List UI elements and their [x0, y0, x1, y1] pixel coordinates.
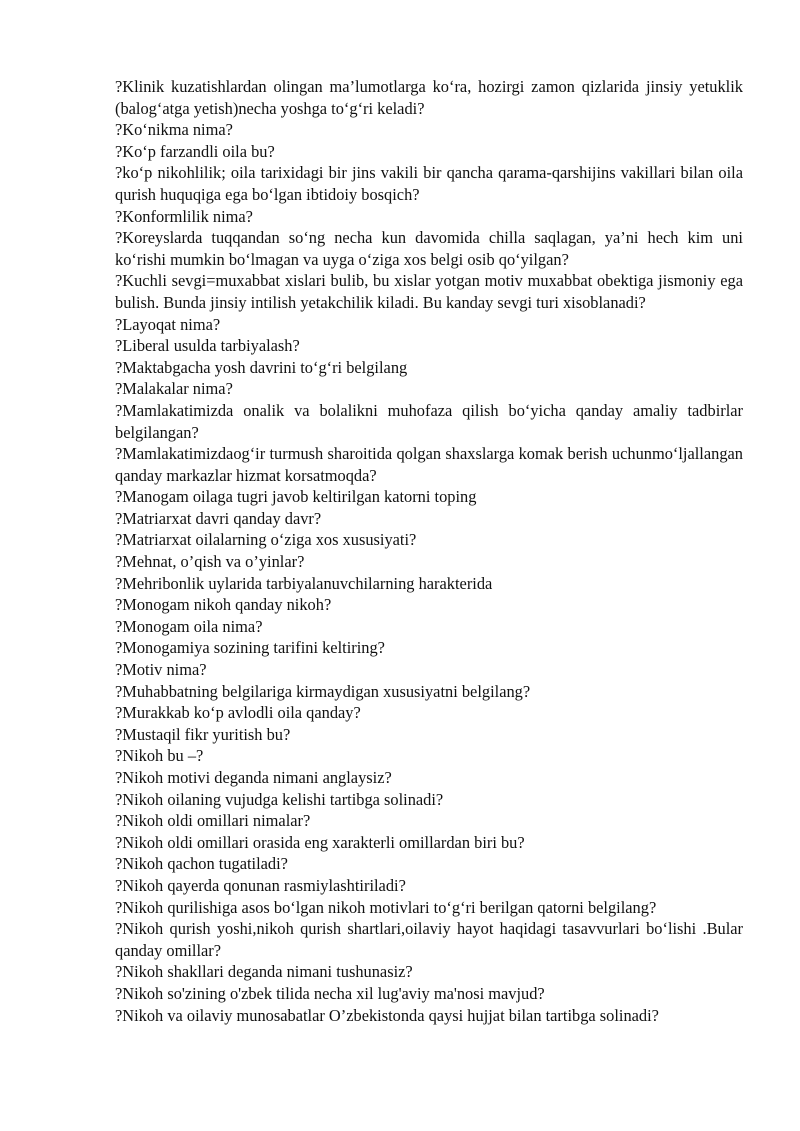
question-line: ?ko‘p nikohlilik; oila tarixidagi bir jins vakili bir qancha qarama-qarshijins vakillari bilan oila qurish huquqiga ega bo‘lgan ibtidoiy bosqich? [115, 163, 743, 204]
question-line: ?Malakalar nima? [115, 379, 233, 399]
question-line: ?Liberal usulda tarbiyalash? [115, 336, 300, 356]
question-line: ?Nikoh so'zining o'zbek tilida necha xil lug'aviy ma'nosi mavjud? [115, 983, 545, 1003]
question-line: ?Nikoh qurish yoshi,nikoh qurish shartlari,oilaviy hayot haqidagi tasavvurlari bo‘lishi .Bular qanday omillar? [115, 919, 743, 960]
question-line: ?Klinik kuzatishlardan olingan ma’lumotlarga ko‘ra, hozirgi zamon qizlarida jinsiy yetuklik (balog‘atga yetish)necha yoshga to‘g‘ri keladi? [115, 77, 743, 118]
question-line: ?Manogam oilaga tugri javob keltirilgan katorni toping [115, 487, 477, 507]
question-line: ?Ko‘p farzandli oila bu? [115, 141, 275, 161]
question-line: ?Mustaqil fikr yuritish bu? [115, 724, 291, 744]
question-line: ?Kuchli sevgi=muxabbat xislari bulib, bu xislar yotgan motiv muxabbat obektiga jismoniy ega bulish. Bunda jinsiy intilish yetakchilik kiladi. Bu kanday sevgi turi xisoblanadi? [115, 271, 743, 312]
question-line: ?Mehribonlik uylarida tarbiyalanuvchilarning harakterida [115, 573, 493, 593]
question-line: ?Monogam oila nima? [115, 616, 263, 636]
question-line: ?Koreyslarda tuqqandan so‘ng necha kun davomida chilla saqlagan, ya’ni hech kim uni ko‘rishi mumkin bo‘lmagan va uyga o‘ziga xos belgi osib qo‘yilgan? [115, 228, 743, 269]
question-line: ?Nikoh bu –? [115, 746, 204, 766]
question-line: ?Nikoh qachon tugatiladi? [115, 854, 288, 874]
question-line: ?Layoqat nima? [115, 314, 221, 334]
question-line: ?Nikoh oilaning vujudga kelishi tartibga solinadi? [115, 789, 444, 809]
document-page [115, 76, 743, 1026]
question-line: ?Matriarxat davri qanday davr? [115, 508, 322, 528]
question-line: ?Nikoh oldi omillari nimalar? [115, 811, 311, 831]
question-line: ?Nikoh va oilaviy munosabatlar O’zbekistonda qaysi hujjat bilan tartibga solinadi? [115, 1005, 659, 1025]
question-line: ?Motiv nima? [115, 660, 207, 680]
question-line: ?Mehnat, o’qish va o’yinlar? [115, 552, 305, 572]
question-line: ?Nikoh motivi deganda nimani anglaysiz? [115, 768, 392, 787]
question-line: ?Maktabgacha yosh davrini to‘g‘ri belgilang [115, 357, 408, 377]
question-line: ?Mamlakatimizdaog‘ir turmush sharoitida qolgan shaxslarga komak berish uchunmo‘ljallangan qanday markazlar hizmat korsatmoqda? [115, 444, 743, 485]
question-line: ?Nikoh shakllari deganda nimani tushunasiz? [115, 962, 413, 982]
question-line: ?Ko‘nikma nima? [115, 120, 233, 140]
question-line: ?Nikoh qayerda qonunan rasmiylashtiriladi? [115, 875, 406, 895]
question-line: ?Muhabbatning belgilariga kirmaydigan xususiyatni belgilang? [115, 681, 531, 701]
question-line: ?Mamlakatimizda onalik va bolalikni muhofaza qilish bo‘yicha qanday amaliy tadbirlar belgilangan? [115, 400, 743, 442]
question-line: ?Konformlilik nima? [115, 206, 253, 226]
question-line: ?Nikoh oldi omillari orasida eng xarakterli omillardan biri bu? [115, 832, 525, 852]
question-line: ?Nikoh qurilishiga asos bo‘lgan nikoh motivlari to‘g‘ri berilgan qatorni belgilang? [115, 897, 657, 917]
question-line: ?Matriarxat oilalarning o‘ziga xos xususiyati? [115, 530, 417, 550]
question-line: ?Murakkab ko‘p avlodli oila qanday? [115, 703, 361, 723]
question-line: ?Monogamiya sozining tarifini keltiring? [115, 638, 385, 658]
question-line: ?Monogam nikoh qanday nikoh? [115, 595, 332, 615]
